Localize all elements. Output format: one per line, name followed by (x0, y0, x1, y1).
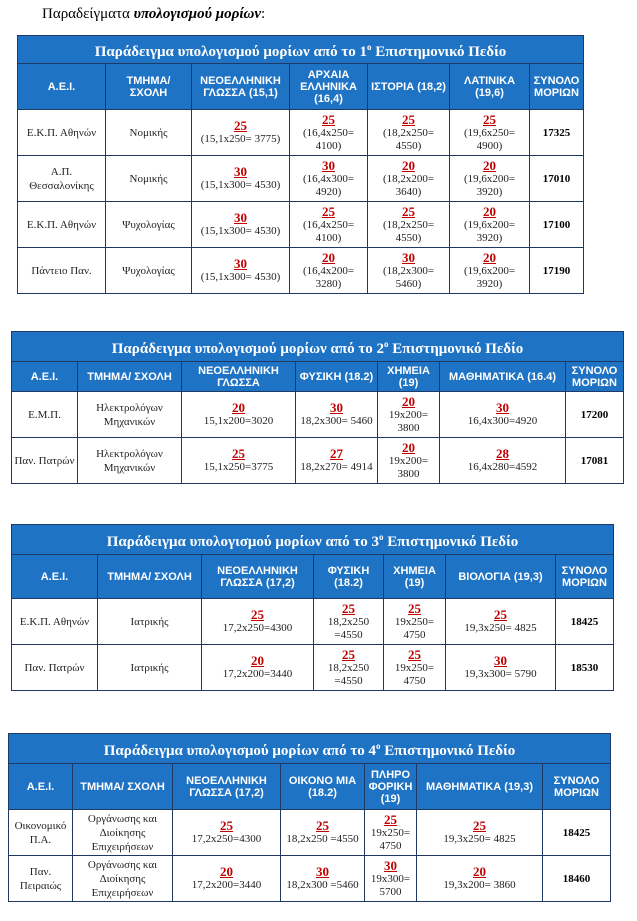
score-value: 30 (330, 400, 343, 415)
subject-score-cell (368, 248, 450, 294)
score-value: 20 (402, 393, 415, 409)
table-row (12, 392, 624, 438)
column-header: ΑΡΧΑΙΑ ΕΛΛΗΝΙΚΑ (16,4) (290, 64, 368, 110)
department-cell: Ηλεκτρολόγων Μηχανικών (78, 438, 182, 484)
column-header: ΤΜΗΜΑ/ ΣΧΟΛΗ (98, 555, 202, 599)
column-header: ΙΣΤΟΡΙΑ (18,2) (368, 64, 450, 110)
column-header: ΜΑΘΗΜΑΤΙΚΑ (19,3) (417, 764, 543, 810)
department-cell: Ηλεκτρολόγων Μηχανικών (78, 392, 182, 438)
score-calculation: (18,2x300= 5460) (382, 264, 435, 290)
department-cell: Νομικής (106, 156, 192, 202)
column-header: ΣΥΝΟΛΟ ΜΟΡΙΩΝ (530, 64, 584, 110)
column-header: Α.Ε.Ι. (9, 764, 73, 810)
score-value: 25 (408, 646, 421, 662)
score-value: 20 (232, 400, 245, 415)
total-points-cell: 18460 (543, 856, 611, 902)
table-title: Παράδειγμα υπολογισμού μορίων από το $4^o$ Επιστημονικό Πεδίο (9, 734, 611, 764)
department-cell: Ιατρικής (98, 645, 202, 691)
column-header: ΣΥΝΟΛΟ ΜΟΡΙΩΝ (556, 555, 614, 599)
score-value: 20 (322, 249, 335, 265)
subject-score-cell (182, 438, 296, 484)
subject-score-cell (450, 202, 530, 248)
score-calculation: 19x200= 3800 (388, 454, 429, 480)
subject-score-cell (440, 392, 566, 438)
score-calculation: 17,2x250=4300 (222, 622, 293, 634)
subject-score-cell (368, 156, 450, 202)
total-points-cell: 17081 (566, 438, 624, 484)
subject-score-cell (290, 248, 368, 294)
table-title: Παράδειγμα υπολογισμού μορίων από το $2^o$ Επιστημονικό Πεδίο (12, 332, 624, 362)
score-calculation: 17,2x200=3440 (222, 668, 293, 680)
score-calculation: (16,4x200= 3280) (302, 264, 355, 290)
column-header: ΝΕΟΕΛΛΗΝΙΚΗ ΓΛΩΣΣΑ (17,2) (173, 764, 281, 810)
column-header: ΧΗΜΕΙΑ (19) (378, 362, 440, 392)
subject-score-cell (446, 645, 556, 691)
department-cell: Νομικής (106, 110, 192, 156)
subject-score-cell (192, 248, 290, 294)
score-calculation: (15,1x300= 4530) (200, 179, 281, 191)
subject-score-cell (368, 110, 450, 156)
score-calculation: (15,1x250= 3775) (200, 133, 281, 145)
score-calculation: (16,4x250= 4100) (302, 218, 355, 244)
subject-score-cell (314, 645, 384, 691)
column-header: ΟΙΚΟΝΟ ΜΙΑ (18.2) (281, 764, 365, 810)
score-value: 25 (402, 111, 415, 127)
points-table-4 (8, 733, 611, 902)
score-value: 25 (251, 607, 264, 622)
score-value: 25 (483, 111, 496, 127)
score-value: 25 (342, 600, 355, 616)
university-cell: Παν. Πειραιώς (9, 856, 73, 902)
score-calculation: 15,1x250=3775 (203, 461, 274, 473)
score-calculation: 19,3x250= 4825 (443, 833, 516, 845)
score-calculation: 16,4x280=4592 (467, 461, 538, 473)
column-header: ΤΜΗΜΑ/ ΣΧΟΛΗ (73, 764, 173, 810)
subject-score-cell (192, 202, 290, 248)
score-value: 25 (494, 607, 507, 622)
score-value: 20 (402, 157, 415, 173)
score-calculation: 15,1x200=3020 (203, 415, 274, 427)
subject-score-cell (173, 856, 281, 902)
university-cell: Ε.Κ.Π. Αθηνών (12, 599, 98, 645)
total-points-cell: 18530 (556, 645, 614, 691)
university-cell: Ε.Μ.Π. (12, 392, 78, 438)
university-cell: Α.Π. Θεσσαλονίκης (18, 156, 106, 202)
score-calculation: (16,4x300= 4920) (302, 172, 355, 198)
table-row (18, 156, 584, 202)
column-header: Α.Ε.Ι. (18, 64, 106, 110)
score-value: 30 (234, 164, 247, 179)
university-cell: Οικονομικό Π.Α. (9, 810, 73, 856)
score-value: 30 (402, 249, 415, 265)
column-header: ΝΕΟΕΛΛΗΝΙΚΗ ΓΛΩΣΣΑ (17,2) (202, 555, 314, 599)
subject-score-cell (378, 392, 440, 438)
score-value: 25 (234, 118, 247, 133)
subject-score-cell (450, 110, 530, 156)
score-value: 20 (251, 653, 264, 668)
total-points-cell: 17010 (530, 156, 584, 202)
subject-score-cell (281, 810, 365, 856)
score-value: 30 (316, 864, 329, 879)
score-calculation: (18,2x250= 4550) (382, 218, 435, 244)
subject-score-cell (202, 645, 314, 691)
department-cell: Οργάνωσης και Διοίκησης Επιχειρήσεων (73, 810, 173, 856)
department-cell: Ψυχολογίας (106, 202, 192, 248)
column-header: ΝΕΟΕΛΛΗΝΙΚΗ ΓΛΩΣΣΑ (182, 362, 296, 392)
score-calculation: (19,6x200= 3920) (463, 264, 516, 290)
table-title: Παράδειγμα υπολογισμού μορίων από το $3^o$ Επιστημονικό Πεδίο (12, 525, 614, 555)
table-row (12, 438, 624, 484)
table-row (18, 110, 584, 156)
subject-score-cell (450, 156, 530, 202)
score-calculation: 18,2x300= 5460 (300, 415, 373, 427)
subject-score-cell (192, 110, 290, 156)
subject-score-cell (290, 110, 368, 156)
table-row (18, 248, 584, 294)
subject-score-cell (384, 645, 446, 691)
university-cell: Παν. Πατρών (12, 645, 98, 691)
score-value: 25 (220, 818, 233, 833)
table-row (12, 599, 614, 645)
score-calculation: (15,1x300= 4530) (200, 271, 281, 283)
subject-score-cell (450, 248, 530, 294)
score-value: 27 (330, 446, 343, 461)
subject-score-cell (365, 810, 417, 856)
subject-score-cell (417, 810, 543, 856)
university-cell: Παν. Πατρών (12, 438, 78, 484)
total-points-cell: 17325 (530, 110, 584, 156)
subject-score-cell (202, 599, 314, 645)
column-header: ΦΥΣΙΚΗ (18.2) (314, 555, 384, 599)
subject-score-cell (314, 599, 384, 645)
score-value: 25 (232, 446, 245, 461)
column-header: ΜΑΘΗΜΑΤΙΚΑ (16.4) (440, 362, 566, 392)
total-points-cell: 17200 (566, 392, 624, 438)
column-header: ΣΥΝΟΛΟ ΜΟΡΙΩΝ (543, 764, 611, 810)
score-value: 20 (483, 249, 496, 265)
intro-text: Παραδείγματα υπολογισμού μορίων: (42, 6, 266, 22)
table-row (18, 202, 584, 248)
score-value: 30 (322, 157, 335, 173)
score-value: 25 (473, 818, 486, 833)
score-value: 20 (483, 203, 496, 219)
score-calculation: (18,2x250= 4550) (382, 126, 435, 152)
score-calculation: 16,4x300=4920 (467, 415, 538, 427)
subject-score-cell (173, 810, 281, 856)
score-calculation: 19x200= 3800 (388, 408, 429, 434)
score-value: 25 (408, 600, 421, 616)
score-value: 20 (402, 439, 415, 455)
score-calculation: 19x250= 4750 (394, 615, 435, 641)
total-points-cell: 17100 (530, 202, 584, 248)
score-value: 25 (322, 203, 335, 219)
score-calculation: 18,2x300 =5460 (286, 879, 359, 891)
subject-score-cell (296, 438, 378, 484)
department-cell: Ιατρικής (98, 599, 202, 645)
department-cell: Οργάνωσης και Διοίκησης Επιχειρήσεων (73, 856, 173, 902)
points-table-1 (17, 35, 584, 294)
subject-score-cell (417, 856, 543, 902)
column-header: ΦΥΣΙΚΗ (18.2) (296, 362, 378, 392)
column-header: ΠΛΗΡΟ ΦΟΡΙΚΗ (19) (365, 764, 417, 810)
university-cell: Ε.Κ.Π. Αθηνών (18, 110, 106, 156)
total-points-cell: 18425 (543, 810, 611, 856)
points-table-3 (11, 524, 614, 691)
score-value: 30 (496, 400, 509, 415)
score-value: 20 (473, 864, 486, 879)
score-calculation: 17,2x200=3440 (191, 879, 262, 891)
score-value: 20 (220, 864, 233, 879)
subject-score-cell (192, 156, 290, 202)
subject-score-cell (365, 856, 417, 902)
total-points-cell: 17190 (530, 248, 584, 294)
score-value: 30 (234, 256, 247, 271)
score-value: 30 (384, 857, 397, 873)
score-calculation: 18,2x250 =4550 (327, 615, 370, 641)
score-value: 20 (483, 157, 496, 173)
column-header: Α.Ε.Ι. (12, 555, 98, 599)
score-value: 25 (342, 646, 355, 662)
subject-score-cell (290, 202, 368, 248)
table-row (9, 856, 611, 902)
column-header: ΧΗΜΕΙΑ (19) (384, 555, 446, 599)
score-calculation: 18,2x270= 4914 (300, 461, 373, 473)
column-header: ΛΑΤΙΝΙΚΑ (19,6) (450, 64, 530, 110)
score-value: 30 (494, 653, 507, 668)
score-calculation: (19,6x250= 4900) (463, 126, 516, 152)
column-header: ΤΜΗΜΑ/ ΣΧΟΛΗ (106, 64, 192, 110)
subject-score-cell (378, 438, 440, 484)
table-title: Παράδειγμα υπολογισμού μορίων από το $1^o$ Επιστημονικό Πεδίο (18, 36, 584, 64)
university-cell: Ε.Κ.Π. Αθηνών (18, 202, 106, 248)
score-value: 25 (402, 203, 415, 219)
subject-score-cell (296, 392, 378, 438)
subject-score-cell (290, 156, 368, 202)
column-header: Α.Ε.Ι. (12, 362, 78, 392)
score-calculation: 19x250= 4750 (370, 826, 411, 852)
points-table-2 (11, 331, 624, 484)
score-calculation: (15,1x300= 4530) (200, 225, 281, 237)
table-row (12, 645, 614, 691)
table-row (9, 810, 611, 856)
score-calculation: (19,6x200= 3920) (463, 218, 516, 244)
score-value: 28 (496, 446, 509, 461)
university-cell: Πάντειο Παν. (18, 248, 106, 294)
subject-score-cell (182, 392, 296, 438)
subject-score-cell (440, 438, 566, 484)
subject-score-cell (368, 202, 450, 248)
column-header: ΣΥΝΟΛΟ ΜΟΡΙΩΝ (566, 362, 624, 392)
score-calculation: (16,4x250= 4100) (302, 126, 355, 152)
subject-score-cell (384, 599, 446, 645)
score-calculation: 19,3x250= 4825 (464, 622, 537, 634)
score-calculation: 17,2x250=4300 (191, 833, 262, 845)
score-calculation: 19x300= 5700 (370, 872, 411, 898)
score-value: 30 (234, 210, 247, 225)
score-calculation: 19x250= 4750 (394, 661, 435, 687)
total-points-cell: 18425 (556, 599, 614, 645)
score-value: 25 (384, 811, 397, 827)
score-value: 25 (322, 111, 335, 127)
department-cell: Ψυχολογίας (106, 248, 192, 294)
score-calculation: 18,2x250 =4550 (327, 661, 370, 687)
score-calculation: (19,6x200= 3920) (463, 172, 516, 198)
subject-score-cell (446, 599, 556, 645)
column-header: ΝΕΟΕΛΛΗΝΙΚΗ ΓΛΩΣΣΑ (15,1) (192, 64, 290, 110)
score-value: 25 (316, 818, 329, 833)
column-header: ΤΜΗΜΑ/ ΣΧΟΛΗ (78, 362, 182, 392)
score-calculation: (18,2x200= 3640) (382, 172, 435, 198)
score-calculation: 18,2x250 =4550 (286, 833, 359, 845)
column-header: ΒΙΟΛΟΓΙΑ (19,3) (446, 555, 556, 599)
score-calculation: 19,3x200= 3860 (443, 879, 516, 891)
score-calculation: 19,3x300= 5790 (464, 668, 537, 680)
subject-score-cell (281, 856, 365, 902)
